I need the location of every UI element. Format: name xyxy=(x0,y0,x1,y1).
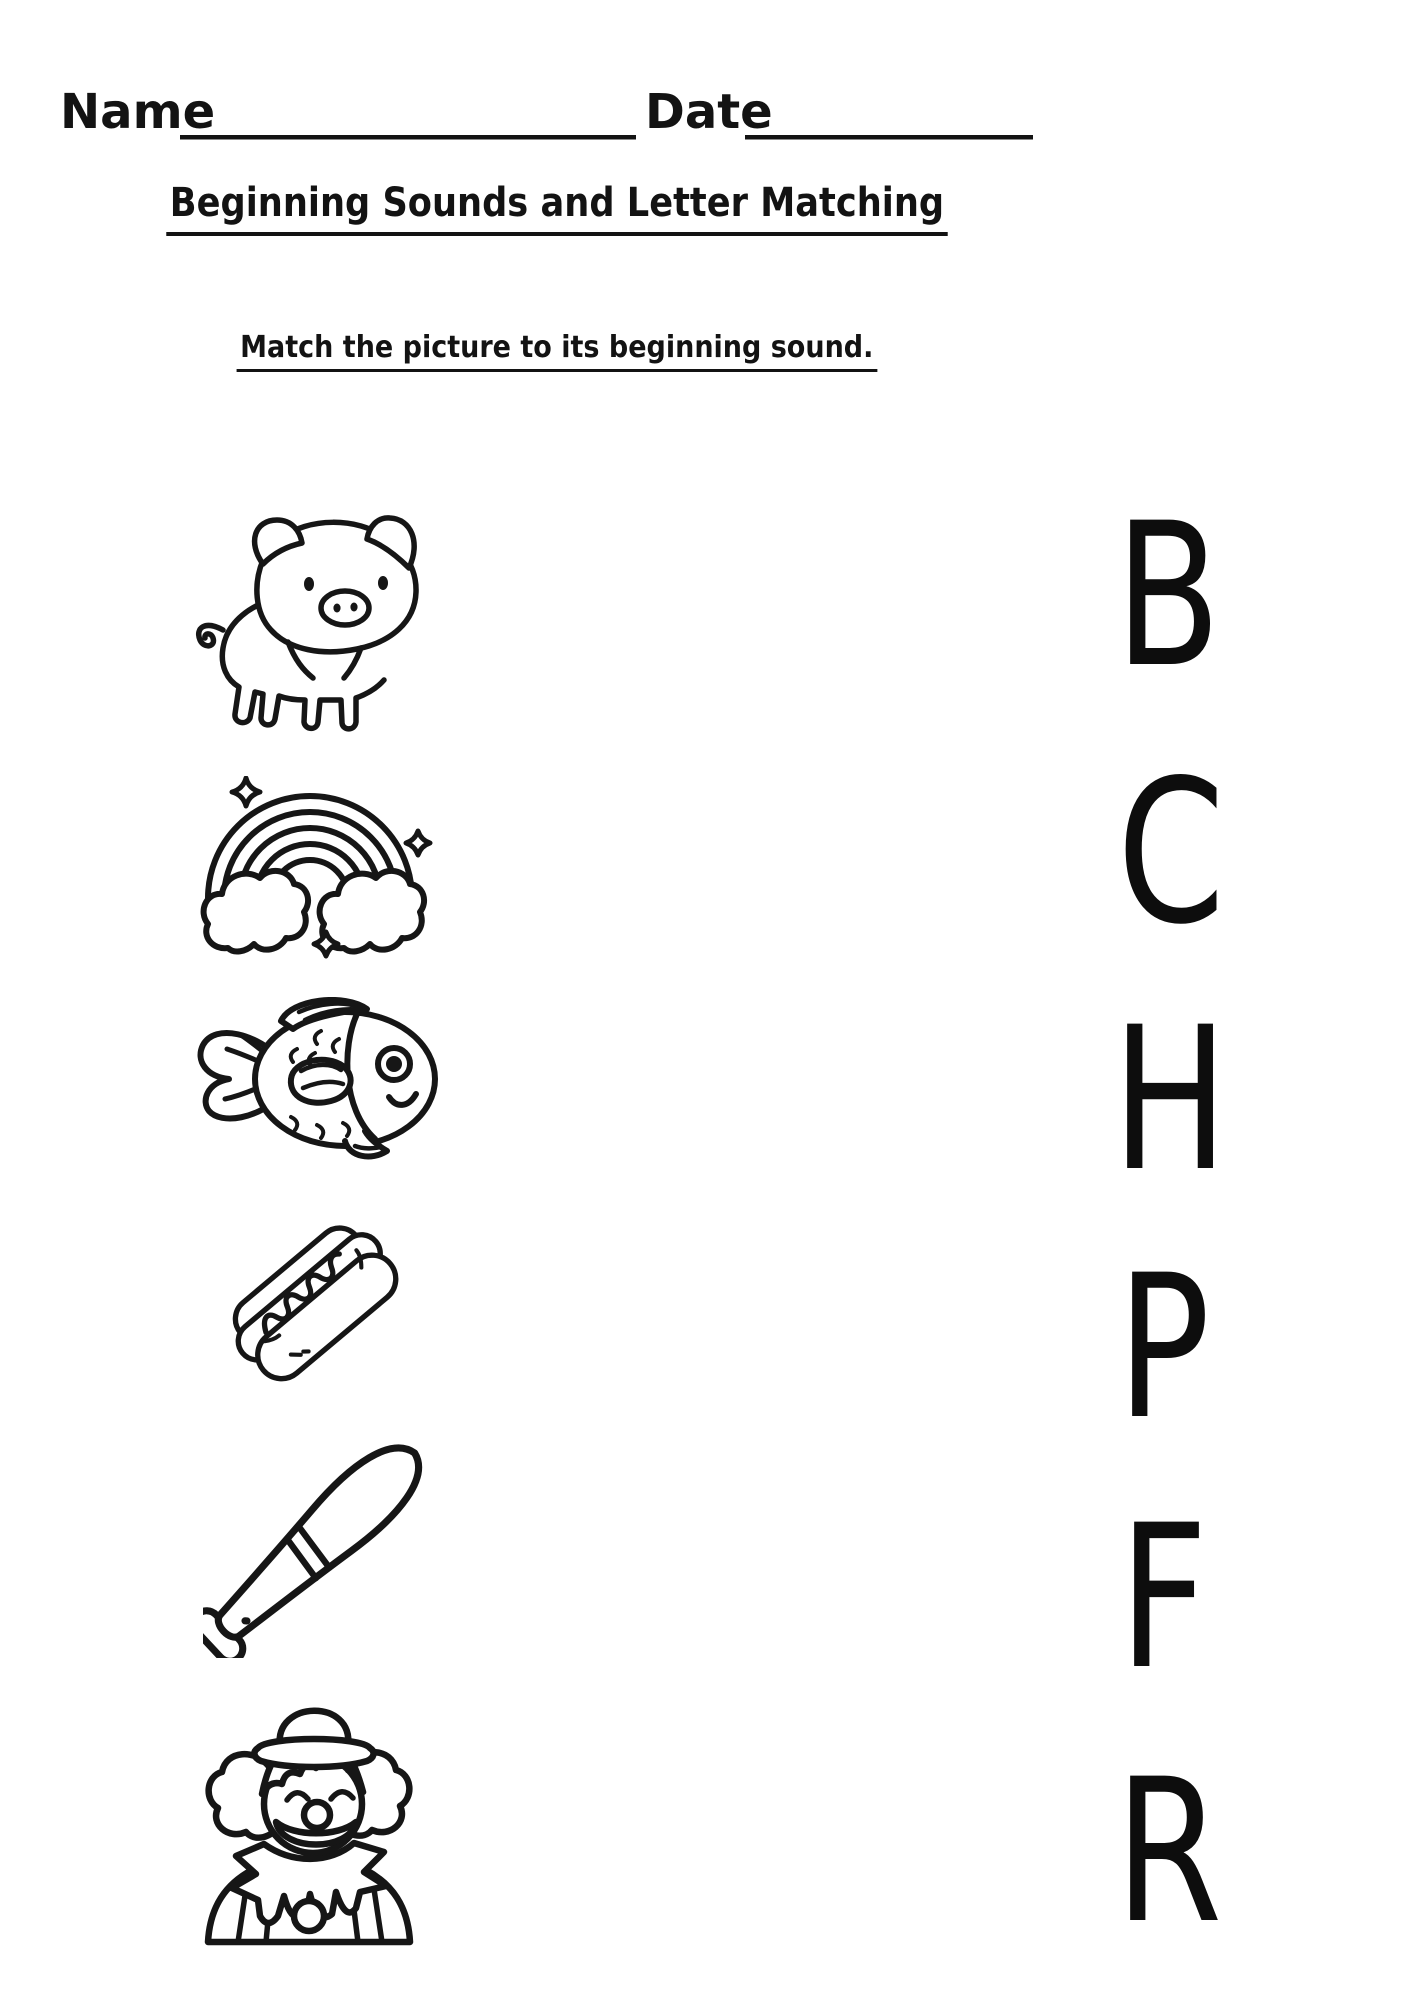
picture-fish[interactable] xyxy=(193,997,438,1165)
picture-clown[interactable] xyxy=(202,1688,417,1948)
name-label: Name xyxy=(60,84,216,140)
baseball-bat-image xyxy=(203,1430,431,1658)
rainbow-image xyxy=(198,776,433,961)
pig-image xyxy=(193,510,425,735)
picture-baseball-bat[interactable] xyxy=(203,1430,431,1658)
letter-option-p[interactable]: P xyxy=(1117,1232,1211,1463)
letter-option-h[interactable]: H xyxy=(1112,984,1229,1215)
letter-option-r[interactable]: R xyxy=(1115,1736,1223,1967)
worksheet-instructions-row xyxy=(0,330,1114,372)
worksheet-title: Beginning Sounds and Letter Matching xyxy=(166,180,947,236)
letter-option-b[interactable]: B xyxy=(1115,480,1221,711)
date-label: Date xyxy=(645,84,773,140)
worksheet-instructions: Match the picture to its beginning sound. xyxy=(237,330,877,372)
picture-pig[interactable] xyxy=(193,510,425,735)
picture-rainbow[interactable] xyxy=(198,776,433,961)
clown-image xyxy=(202,1688,417,1948)
name-blank-line[interactable]: ___________________ xyxy=(180,84,636,140)
date-blank-line[interactable]: ____________ xyxy=(745,84,1033,140)
picture-hot-dog[interactable] xyxy=(212,1203,417,1403)
letter-option-c[interactable]: C xyxy=(1117,737,1225,968)
hot-dog-image xyxy=(212,1203,417,1403)
worksheet-title-row xyxy=(0,180,1114,236)
letter-option-f[interactable]: F xyxy=(1119,1482,1208,1713)
fish-image xyxy=(193,997,438,1165)
